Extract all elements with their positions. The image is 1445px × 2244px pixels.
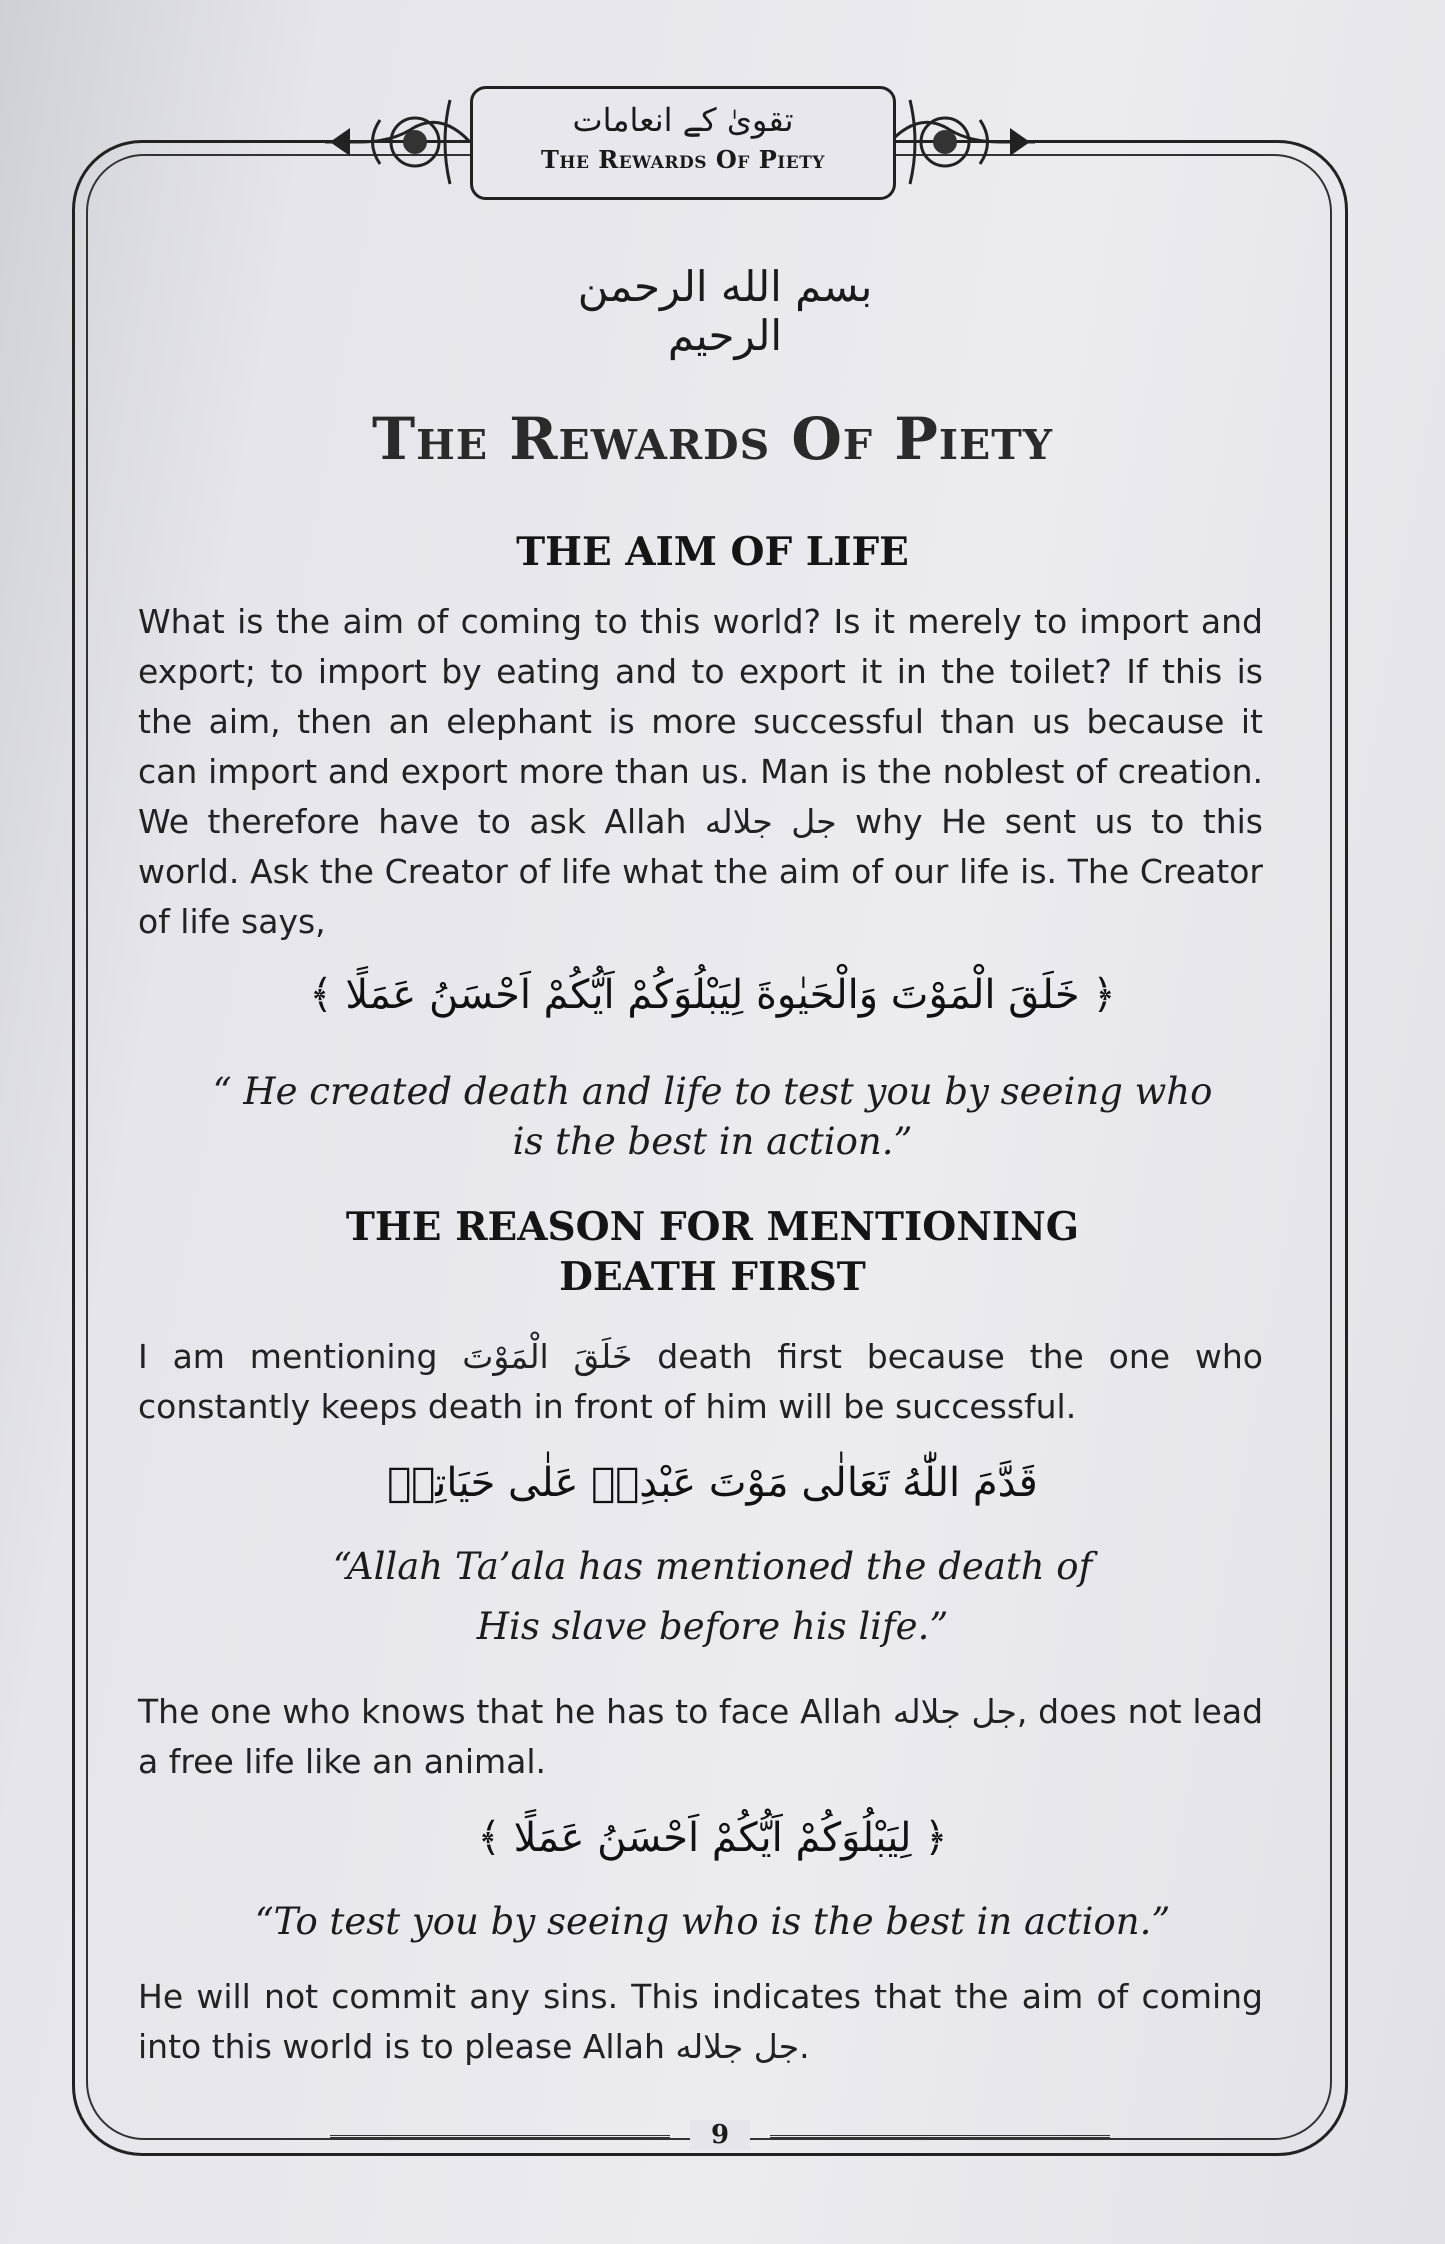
page-title: The Rewards Of Piety: [371, 405, 1054, 473]
arabic-verse-2: ﴿ لِيَبْلُوَكُمْ اَيُّكُمْ اَحْسَنُ عَمَلًا ﴾: [477, 1815, 948, 1861]
paragraph-aim-of-life: What is the aim of coming to this world? Is it merely to import and export; to import by eating and to export it in the toilet? If this is the aim, then an elephant is more successful than us because it can import and export more than us. Man is the noblest of creation. We therefore have to ask Allah جل جلاله why He sent us to this world. Ask the Creator of life what the aim of our life is. The Creator of life says,: [138, 602, 1263, 941]
bismillah-calligraphy: بسم الله الرحمن الرحيم: [577, 262, 873, 360]
arabic-saying: قَدَّمَ اللّٰهُ تَعَالٰى مَوْتَ عَبْدِهٖ عَلٰى حَيَاتِهٖ: [387, 1460, 1038, 1506]
footer-rule-left: [330, 2135, 670, 2138]
paragraph-death-first: I am mentioning خَلَقَ الْمَوْتَ death first because the one who constantly keeps death in front of him will be successful.: [138, 1337, 1263, 1426]
section-heading-aim-of-life: THE AIM OF LIFE: [516, 529, 909, 575]
header-english-title: The Rewards Of Piety: [541, 145, 825, 174]
floral-ornament-right-icon: [890, 90, 1040, 194]
chapter-header-box: [470, 86, 896, 200]
arabic-verse-1: ﴿ خَلَقَ الْمَوْتَ وَالْحَيٰوةَ لِيَبْلُوَكُمْ اَيُّكُمْ اَحْسَنُ عَمَلًا ﴾: [309, 972, 1116, 1018]
section-heading-death-first-line1: THE REASON FOR MENTIONING: [345, 1204, 1080, 1250]
translation-2-line2: His slave before his life.”: [476, 1605, 949, 1648]
section-heading-death-first-line2: DEATH FIRST: [559, 1254, 866, 1300]
translation-2-line1: “Allah Ta’ala has mentioned the death of: [332, 1545, 1093, 1588]
header-urdu-title: تقویٰ کے انعامات: [572, 101, 794, 139]
footer-rule-right: [770, 2135, 1110, 2138]
paragraph-face-allah: The one who knows that he has to face Allah جل جلاله, does not lead a free life like an animal.: [138, 1692, 1264, 1781]
translation-1-line2: is the best in action.”: [512, 1120, 913, 1163]
translation-3: “To test you by seeing who is the best in action.”: [254, 1900, 1171, 1943]
floral-ornament-left-icon: [320, 90, 470, 194]
paragraph-conclusion: He will not commit any sins. This indicates that the aim of coming into this world is to please Allah جل جلاله.: [138, 1977, 1263, 2066]
page-number: 9: [690, 2120, 750, 2150]
translation-1-line1: “ He created death and life to test you by seeing who: [212, 1070, 1213, 1113]
